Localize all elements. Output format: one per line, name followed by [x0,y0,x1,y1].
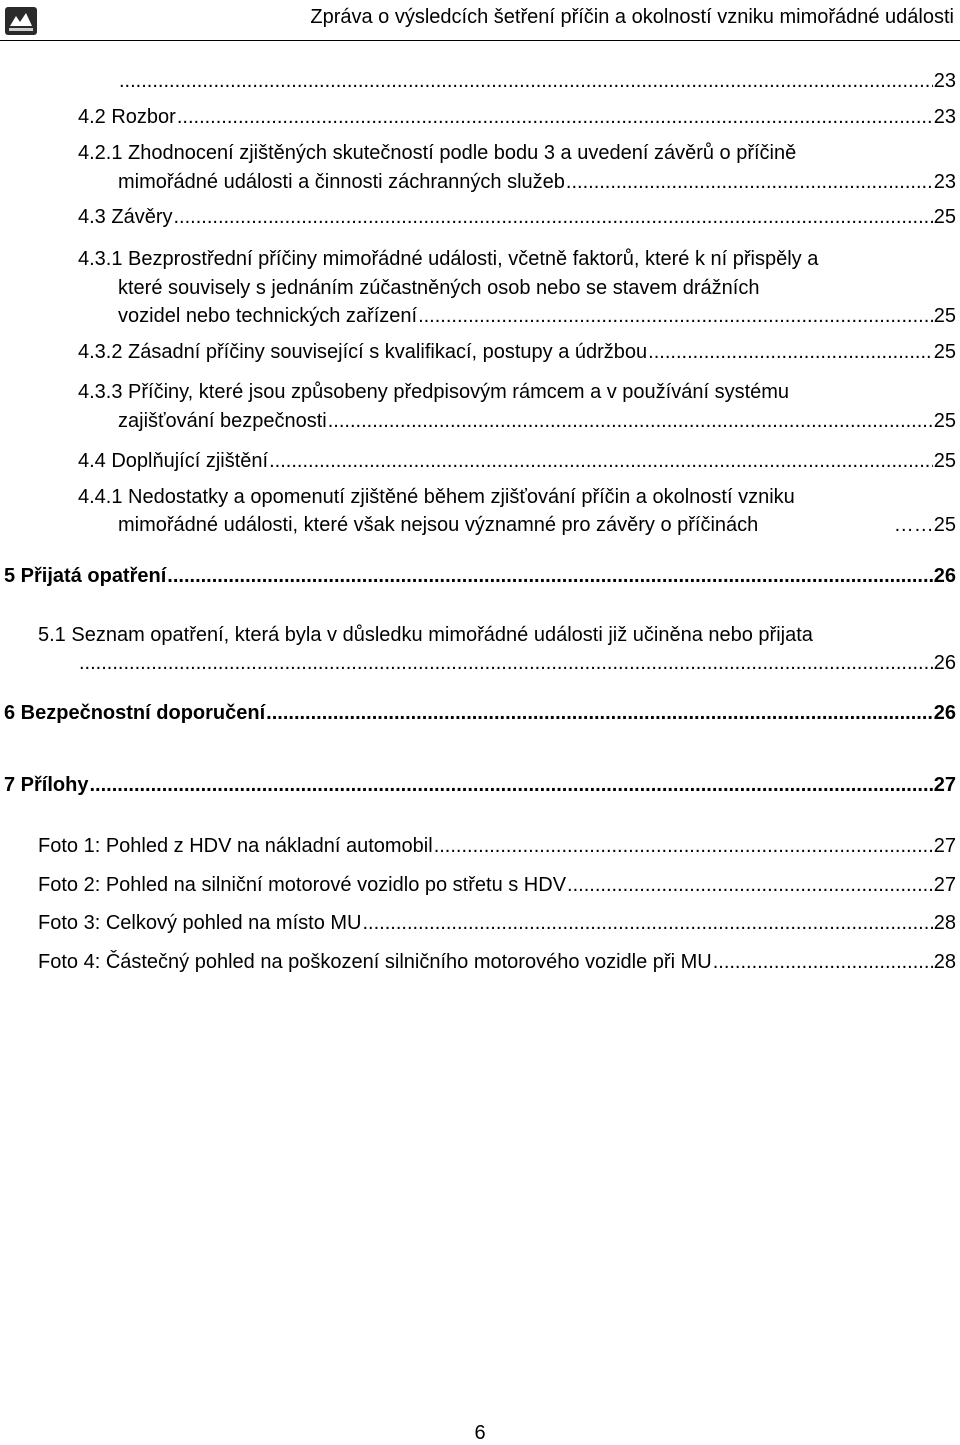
toc-entry-4-3-1-line2[interactable]: které souvisely s jednáním zúčastněných osob nebo se stavem drážních [118,277,760,299]
toc-leader: …… [893,514,934,536]
toc-title: Foto 3: Celkový pohled na místo MU [38,912,362,934]
toc-title: mimořádné události, které však nejsou významné pro závěry o příčinách [118,514,759,536]
toc-title: 4.2 Rozbor [78,106,176,128]
header-divider [0,40,960,41]
toc-entry-5-1[interactable] [78,652,956,675]
toc-entry-4-3-1[interactable] [118,305,956,328]
page-header [0,0,960,44]
toc-title: vozidel nebo technických zařízení [118,305,418,327]
toc-page: 28 [933,951,956,973]
toc-leader [713,951,933,974]
toc-page: 23 [933,171,956,193]
toc-title: 4.3.2 Zásadní příčiny související s kvalifikací, postupy a údržbou [78,341,648,363]
toc-title: Foto 4: Částečný pohled na poškození silničního motorového vozidle při MU [38,951,712,973]
toc-page: 23 [933,106,956,128]
toc-entry-foto-3[interactable] [38,912,956,935]
toc-leader [89,774,932,797]
toc-leader [79,652,933,675]
toc-title: 5 Přijatá opatření [4,565,167,587]
toc-page: 25 [933,341,956,363]
toc-page: 27 [933,835,956,857]
page-number: 6 [474,1422,486,1444]
toc-entry-4-2-1-line1[interactable]: 4.2.1 Zhodnocení zjištěných skutečností podle bodu 3 a uvedení závěrů o příčině [78,142,797,164]
toc-title: Foto 2: Pohled na silniční motorové vozidlo po střetu s HDV [38,874,567,896]
toc-page: 26 [933,652,956,674]
toc-leader [269,450,933,473]
toc-leader [119,70,933,93]
toc-page: 25 [933,206,956,228]
toc-leader [418,305,933,328]
toc-leader [328,410,933,433]
toc-entry-foto-2[interactable] [38,874,956,897]
toc-page: 26 [933,702,956,724]
toc-entry-continued[interactable] [118,70,956,93]
toc-leader [362,912,932,935]
toc-leader [566,171,933,194]
toc-entry-foto-1[interactable] [38,835,956,858]
toc-title: mimořádné události a činnosti záchranných služeb [118,171,565,193]
toc-page: 27 [933,774,956,796]
toc-page: 26 [933,565,956,587]
toc-page: 28 [933,912,956,934]
toc-entry-6[interactable] [4,702,956,725]
toc-page: 25 [933,450,956,472]
toc-entry-4-3[interactable] [78,206,956,229]
toc-title: Foto 1: Pohled z HDV na nákladní automobil [38,835,433,857]
agency-logo-icon [4,6,38,36]
toc-entry-5-1-line1[interactable]: 5.1 Seznam opatření, která byla v důsledku mimořádné události již učiněna nebo přijata [38,624,813,646]
toc-title: zajišťování bezpečnosti [118,410,327,432]
toc-title: 4.3 Závěry [78,206,173,228]
toc-entry-5[interactable] [4,565,956,588]
toc-entry-4-4-1-line1[interactable]: 4.4.1 Nedostatky a opomenutí zjištěné během zjišťování příčin a okolností vzniku [78,486,795,508]
toc-entry-foto-4[interactable] [38,951,956,974]
toc-entry-4-4-1-page[interactable] [894,514,956,537]
toc-leader [266,702,933,725]
toc-title: 6 Bezpečnostní doporučení [4,702,266,724]
toc-entry-4-3-1-line1[interactable]: 4.3.1 Bezprostřední příčiny mimořádné události, včetně faktorů, které k ní přispěly a [78,248,819,270]
toc-entry-4-2[interactable] [78,106,956,129]
toc-entry-4-3-3[interactable] [118,410,956,433]
document-title: Zpráva o výsledcích šetření příčin a okolností vzniku mimořádné události [310,6,954,28]
toc-page: 23 [933,70,956,92]
toc-leader [648,341,933,364]
toc-page: 25 [933,305,956,327]
toc-entry-4-4[interactable] [78,450,956,473]
toc-entry-7[interactable] [4,774,956,797]
toc-leader [567,874,933,897]
toc-leader [173,206,932,229]
toc-title: 7 Přílohy [4,774,89,796]
toc-entry-4-4-1-line2[interactable] [118,514,758,537]
toc-page: 25 [933,410,956,432]
toc-entry-4-2-1[interactable] [118,171,956,194]
toc-leader [167,565,932,588]
toc-page: 27 [933,874,956,896]
toc-entry-4-3-2[interactable] [78,341,956,364]
toc-title: 4.4 Doplňující zjištění [78,450,269,472]
toc-entry-4-3-3-line1[interactable]: 4.3.3 Příčiny, které jsou způsobeny předpisovým rámcem a v používání systému [78,381,790,403]
toc-page: 25 [933,514,956,536]
toc-leader [434,835,933,858]
toc-leader [177,106,933,129]
